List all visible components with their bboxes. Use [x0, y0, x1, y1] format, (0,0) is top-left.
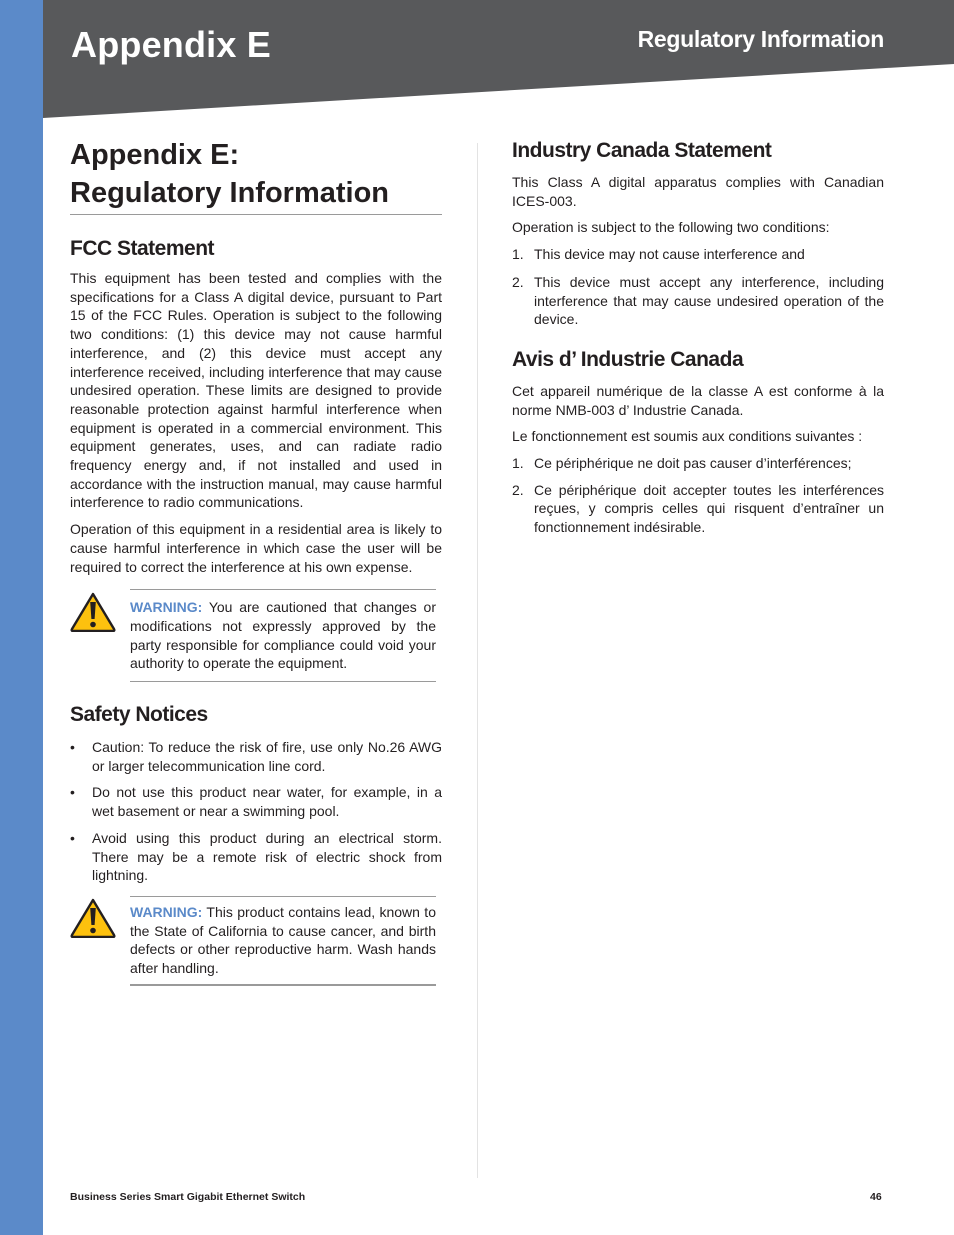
list-item: 2. This device must accept any interference, including interference that may cause undesired operation of the device. — [512, 273, 884, 328]
safety-heading: Safety Notices — [70, 703, 208, 727]
list-item: 2. Ce périphérique doit accepter toutes les interférences reçues, y compris celles qui risquent d’entraîner un fonctionnement indésirable. — [512, 481, 884, 536]
page-header — [43, 0, 954, 120]
warning-body: You are cautioned that changes or modifications not expressly approved by the party responsible for compliance could void your authority to operate the equipment. — [130, 599, 436, 672]
list-item: • Do not use this product near water, for example, in a wet basement or near a swimming pool. — [70, 784, 442, 820]
warning-top-rule — [130, 589, 436, 590]
ic-paragraph-1: This Class A digital apparatus complies with Canadian ICES-003. — [512, 174, 884, 209]
column-divider — [477, 143, 478, 1178]
page-title — [70, 136, 442, 215]
footer-product-name: Business Series Smart Gigabit Ethernet Switch — [70, 1191, 306, 1203]
warning-body: This product contains lead, known to the State of California to cause cancer, and birth defects or other reproductive harm. Wash hands after handling. — [130, 903, 436, 977]
warning-label: WARNING: — [130, 599, 203, 616]
list-item: • Caution: To reduce the risk of fire, use only No.26 AWG or larger telecommunication line cord. — [70, 739, 442, 774]
footer-page-number: 46 — [870, 1191, 882, 1203]
avis-heading: Avis d’ Industrie Canada — [512, 347, 744, 371]
warning-text-1 — [130, 598, 442, 673]
warning-label: WARNING: — [130, 903, 203, 920]
warning-box-2 — [70, 896, 442, 986]
bullet: • — [70, 784, 75, 801]
warning-bottom-rule — [130, 681, 436, 682]
fcc-heading: FCC Statement — [70, 237, 215, 260]
avis-conditions-list — [512, 454, 884, 537]
header-section-title: Regulatory Information — [637, 26, 884, 52]
avis-paragraph-1: Cet appareil numérique de la classe A est conforme à la norme NMB-003 d’ Industrie Canada. — [512, 382, 884, 418]
page-title-line2: Regulatory Information — [70, 177, 390, 209]
bullet: • — [70, 739, 75, 756]
industry-canada-heading: Industry Canada Statement — [512, 139, 772, 162]
avis-paragraph-2: Le fonctionnement est soumis aux conditions suivantes : — [512, 428, 863, 445]
warning-triangle-icon — [70, 592, 116, 632]
list-item: • Avoid using this product during an electrical storm. There may be a remote risk of electric shock from lightning. — [70, 829, 442, 884]
fcc-paragraph-2: Operation of this equipment in a residential area is likely to cause harmful interference in which case the user will be required to correct the interference at his own expense. — [70, 521, 442, 575]
warning-box-1 — [70, 589, 442, 682]
header-title: Appendix E — [71, 24, 272, 65]
page-title-line1: Appendix E: — [70, 139, 240, 171]
warning-triangle-icon — [70, 898, 116, 938]
list-item: 1. This device may not cause interference and — [512, 246, 805, 263]
right-column — [512, 138, 884, 537]
list-item: 1. Ce périphérique ne doit pas causer d’interférences; — [512, 455, 852, 472]
bullet: • — [70, 829, 75, 846]
left-column — [70, 136, 442, 986]
fcc-paragraph-1: This equipment has been tested and complies with the specifications for a Class A digital device, pursuant to Part 15 of the FCC Rules. Operation is subject to the following two conditions: (1) this device may not cause harmful interference, and (2) this device must accept any interference received, including interference that may cause undesired operation. These limits are designed to provide reasonable protection against harmful interference when equipment is operated in a commercial environment. This equipment generates, uses, and can radiate radio frequency energy and, if not installed and used in accordance with the instruction manual, may cause harmful interference to radio communications. — [70, 270, 442, 511]
side-color-bar — [0, 0, 43, 1235]
warning-top-rule — [130, 896, 436, 897]
ic-paragraph-2: Operation is subject to the following two conditions: — [512, 219, 830, 236]
warning-text-2 — [130, 903, 442, 978]
safety-list — [70, 738, 442, 885]
warning-bottom-rule — [130, 984, 436, 986]
ic-conditions-list — [512, 245, 884, 329]
